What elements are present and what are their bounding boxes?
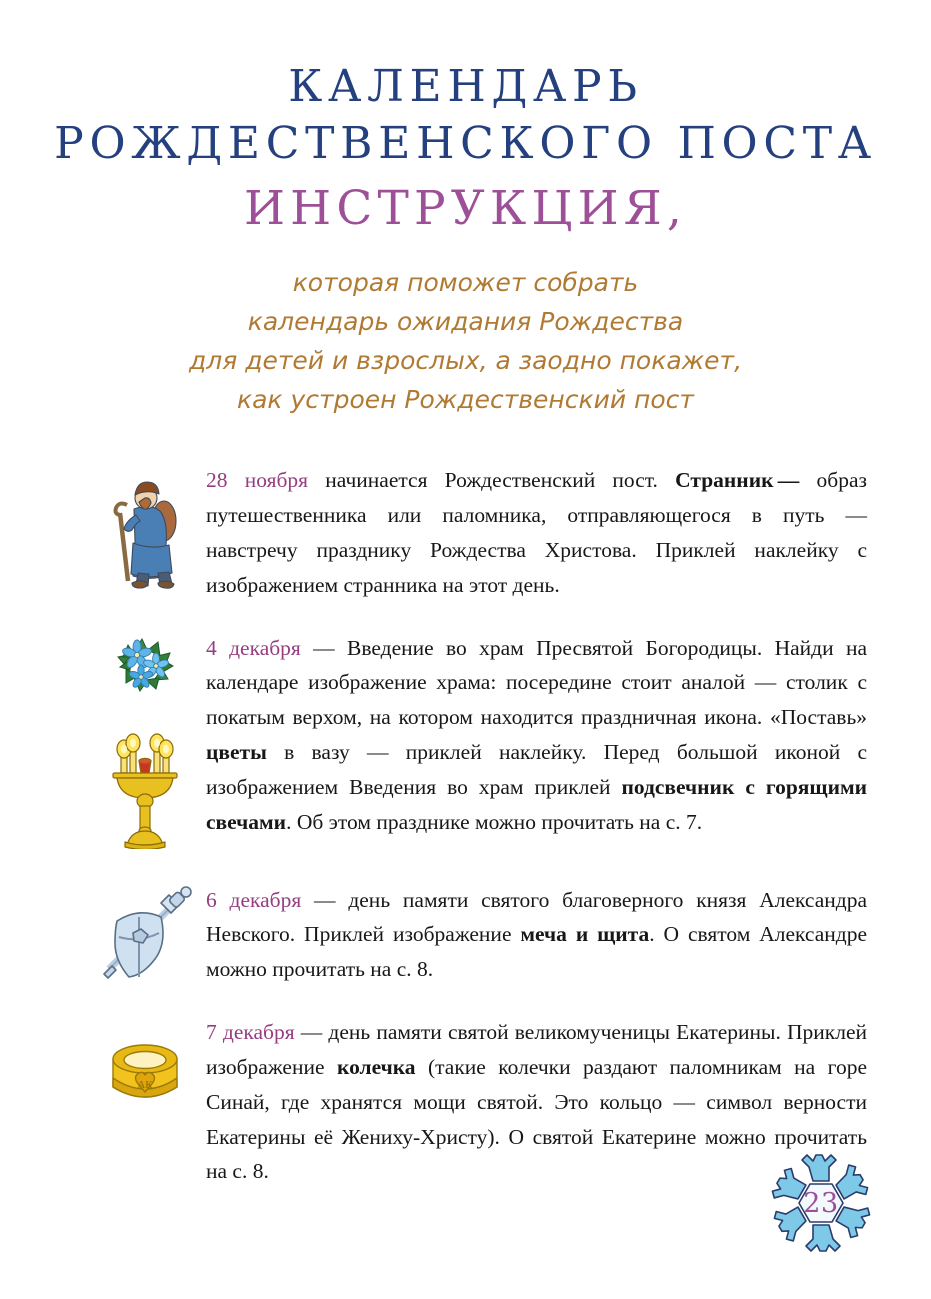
sword-and-shield-illustration (93, 885, 197, 981)
flowers-illustration (110, 633, 180, 697)
entry-text-28-november (206, 461, 867, 602)
emphasis-text: подсвечник с горящими свечами (206, 774, 867, 834)
page-number-marker (761, 1143, 881, 1263)
entry-text-6-december (206, 881, 867, 987)
page-number-text: 23 (803, 1187, 839, 1219)
page-title-block (0, 0, 931, 236)
body-text: в вазу — приклей наклейку. Перед большой иконой с изображением Введения во храм приклей (206, 740, 867, 799)
subtitle-line-3: для детей и взрослых, а заодно покажет, (188, 345, 743, 375)
body-text: начинается Рождественский пост. (308, 468, 676, 493)
emphasis-text: колечка (336, 1054, 416, 1079)
title-line-instruction: ИНСТРУКЦИЯ, (244, 181, 687, 237)
body-text: — день памяти святого благоверного князя Александра Невского. Приклей изображение (206, 887, 867, 947)
body-text: (такие колечки раздают паломникам на горе Синай, где хранятся мощи святой. Это кольцо — символ верности Екатерины её Жениху-Христу). О святой Екатерине можно прочитать на с. 8. (206, 1054, 867, 1184)
emphasis-text: Странник — (675, 468, 800, 493)
subtitle-line-1: которая поможет собрать (292, 268, 639, 298)
body-text: . Об этом празднике можно прочитать на с. 7. (286, 809, 703, 834)
entry-4-december (84, 629, 867, 855)
ring-monogram: АК (137, 1079, 153, 1092)
subtitle-line-4: как устроен Рождественский пост (237, 384, 694, 414)
subtitle-block (0, 264, 931, 419)
entry-7-december (84, 1013, 867, 1189)
emphasis-text: меча и щита (520, 922, 650, 947)
entry-figure-column (84, 1013, 206, 1125)
entry-figure-column (84, 881, 206, 987)
body-text: образ путешественника или паломника, отправляющегося в путь — навстречу празднику Рождества Христова. Приклей наклейку с изображением странника на этот день. (206, 468, 867, 597)
emphasis-text: цветы (206, 740, 267, 765)
body-text: . О святом Александре можно прочитать на с. 8. (206, 922, 867, 982)
entry-list (0, 461, 931, 1189)
entry-date: 28 ноября (206, 468, 309, 493)
entry-6-december (84, 881, 867, 987)
entry-text-4-december (206, 629, 867, 840)
body-text: — Введение во храм Пресвятой Богородицы. Найди на календаре изображение храма: посередине стоит аналой — столик с покатым верхом, на котором находится праздничная икона. «Поставь» (206, 635, 868, 730)
entry-figure-column (84, 629, 206, 855)
gold-ring-illustration (95, 1031, 195, 1119)
entry-figure-column (84, 461, 206, 595)
candlestick-illustration (103, 721, 187, 849)
subtitle-line-2: календарь ожидания Рождества (247, 307, 684, 336)
title-line-calendar: КАЛЕНДАРЬ (288, 61, 643, 112)
entry-date: 7 декабря (206, 1020, 295, 1045)
title-line-nativity-fast: РОЖДЕСТВЕНСКОГО ПОСТА (54, 117, 877, 169)
entry-date: 6 декабря (206, 887, 302, 912)
entry-28-november (84, 461, 867, 602)
pilgrim-illustration (102, 465, 188, 589)
entry-date: 4 декабря (206, 635, 301, 660)
body-text: — день памяти святой великомученицы Екатерины. Приклей изображение (206, 1020, 867, 1079)
